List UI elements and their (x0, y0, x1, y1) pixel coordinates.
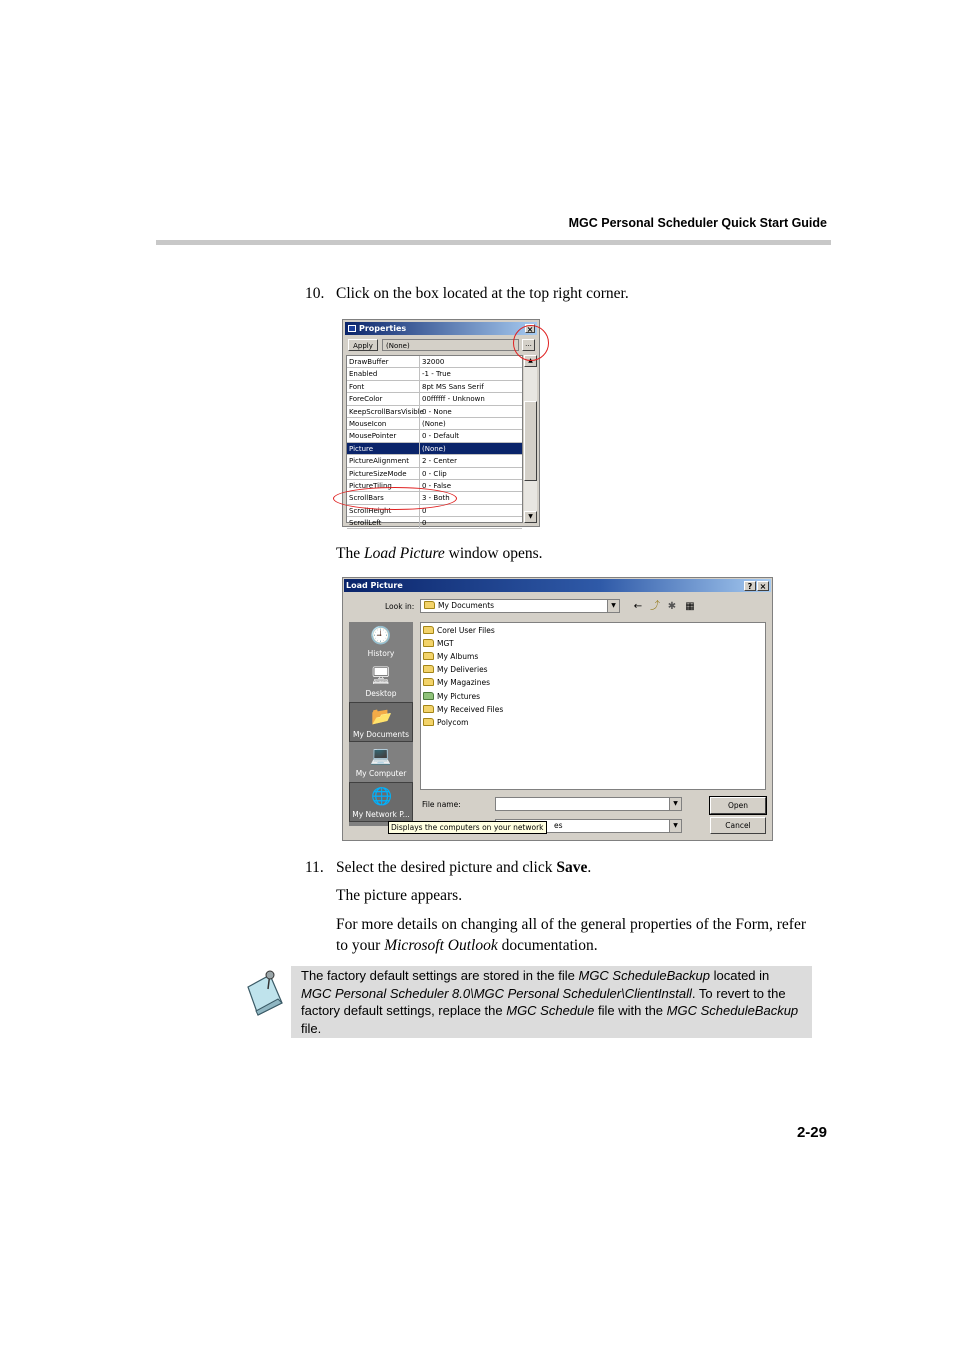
property-name: PictureAlignment (349, 457, 409, 466)
load-picture-titlebar (344, 579, 771, 592)
step-text (336, 859, 591, 877)
step-text-part: Select the desired picture and click (336, 859, 557, 876)
callout-circle (513, 325, 549, 361)
property-value: 0 (419, 505, 522, 517)
property-name: MouseIcon (349, 419, 387, 428)
properties-titlebar (345, 322, 537, 335)
details-text: For more details on changing all of the general properties of the Form, refer to your (336, 916, 807, 954)
file-name: My Pictures (437, 691, 480, 701)
property-name: ScrollBars (349, 494, 384, 503)
properties-title: Properties (359, 324, 407, 333)
property-value-box[interactable]: (None) (382, 339, 519, 351)
file-list-item[interactable] (423, 624, 495, 637)
caption-text: window opens. (444, 545, 543, 562)
file-list-item[interactable] (423, 637, 454, 650)
details-paragraph (336, 914, 816, 956)
up-folder-icon[interactable]: ⤴ (650, 601, 660, 612)
step-number: 11. (305, 859, 324, 876)
picture-appears-text: The picture appears. (336, 887, 463, 904)
property-row[interactable] (347, 418, 522, 430)
look-in-label: Look in: (385, 602, 415, 611)
property-name: PictureSizeMode (349, 469, 407, 478)
load-picture-caption (336, 545, 543, 563)
note-text: file with the (594, 1003, 667, 1019)
step-10 (0, 285, 954, 305)
place-my-documents[interactable] (349, 702, 413, 742)
folder-icon (424, 601, 435, 609)
property-value: 0 (419, 517, 522, 529)
close-icon[interactable]: × (526, 325, 534, 334)
pictures-folder-icon (423, 692, 434, 700)
property-value: 0 - False (419, 480, 522, 492)
property-value: 32000 (419, 356, 522, 368)
property-value: 0 - Default (419, 430, 522, 442)
note-italic: MGC ScheduleBackup (578, 968, 710, 983)
folder-icon (423, 705, 434, 713)
details-text: documentation. (497, 937, 598, 954)
load-picture-title: Load Picture (346, 581, 403, 590)
file-name: Polycom (437, 717, 469, 727)
property-name: DrawBuffer (349, 358, 389, 366)
property-row[interactable] (347, 393, 522, 405)
property-name: ScrollHeight (349, 506, 392, 515)
property-value: -1 - True (419, 368, 522, 380)
property-row[interactable] (347, 368, 522, 380)
caption-text: The (336, 545, 364, 562)
property-row[interactable] (347, 381, 522, 393)
file-list-item[interactable] (423, 650, 478, 663)
desktop-icon: 🖥 (370, 666, 392, 686)
property-value: 00ffffff - Unknown (419, 393, 522, 405)
property-value: (None) (419, 443, 522, 455)
folder-icon (423, 626, 434, 634)
file-list-item[interactable] (423, 716, 468, 729)
file-name: My Magazines (437, 678, 491, 688)
note-text: . To revert to the factory default settings, replace the (301, 985, 786, 1019)
property-value: 3 - Both (419, 492, 522, 504)
property-value: (None) (419, 418, 522, 430)
note-text: file. (301, 1021, 322, 1037)
look-in-value: My Documents (438, 601, 495, 610)
place-label: My Network P... (352, 810, 410, 819)
network-tooltip: Displays the computers on your network (388, 821, 547, 834)
history-icon: 🕘 (370, 626, 392, 646)
place-label: Desktop (365, 689, 397, 698)
file-name-input[interactable] (495, 797, 682, 811)
step-number: 10. (305, 285, 325, 302)
step-text: Click on the box located at the top right corner. (336, 285, 629, 302)
property-name: MousePointer (349, 432, 397, 441)
step-bold: Save (556, 859, 588, 876)
header-rule (156, 240, 831, 245)
property-row[interactable] (347, 430, 522, 442)
file-list-item[interactable] (423, 703, 503, 716)
file-list-item[interactable] (423, 663, 488, 676)
help-icon[interactable]: ? (744, 581, 756, 591)
property-name: PictureTiling (349, 481, 392, 490)
note-text: located in (710, 968, 770, 983)
folder-icon (423, 639, 434, 647)
place-my-network[interactable] (349, 782, 413, 822)
property-row[interactable] (347, 406, 522, 418)
chevron-down-icon[interactable]: ▼ (669, 820, 681, 832)
property-name: ForeColor (349, 395, 383, 404)
caption-italic: Load Picture (363, 545, 445, 562)
note-pin-icon (244, 969, 286, 1017)
step-11 (0, 859, 954, 879)
place-label: My Documents (352, 730, 410, 739)
folder-icon (423, 678, 434, 686)
places-bar (349, 622, 413, 826)
close-icon[interactable]: × (757, 581, 769, 591)
computer-icon: 💻 (370, 746, 392, 766)
property-row[interactable] (347, 455, 522, 467)
file-name: My Albums (437, 652, 479, 662)
place-label: My Computer (355, 769, 407, 778)
file-name: My Received Files (437, 704, 504, 714)
file-list-item[interactable] (423, 676, 490, 689)
page-number: 2-29 (796, 1124, 827, 1141)
property-name: KeepScrollBarsVisible (349, 407, 424, 416)
property-name: ScrollLeft (349, 519, 382, 528)
file-name: Corel User Files (437, 626, 495, 635)
network-icon: 🌐 (371, 787, 393, 807)
property-name: Picture (349, 444, 374, 453)
file-list[interactable] (420, 622, 766, 790)
place-desktop[interactable] (349, 662, 413, 702)
chevron-down-icon[interactable]: ▼ (607, 600, 619, 612)
note-italic: MGC Schedule (506, 1003, 595, 1019)
step-text-part: . (587, 859, 592, 876)
property-value: 0 - Clip (419, 468, 522, 480)
load-picture-window (342, 577, 773, 841)
ellipsis-button[interactable]: ... (522, 339, 535, 351)
place-history[interactable] (349, 622, 413, 662)
documents-folder-icon: 📂 (371, 707, 393, 727)
property-row[interactable] (347, 443, 522, 455)
note-italic: MGC ScheduleBackup (666, 1003, 799, 1019)
property-value: 2 - Center (419, 455, 522, 467)
folder-icon (423, 665, 434, 673)
cancel-button[interactable]: Cancel (710, 817, 766, 834)
place-my-computer[interactable] (349, 742, 413, 782)
file-name-label: File name: (422, 800, 461, 809)
view-menu-icon[interactable]: ▦ (685, 601, 695, 612)
property-name: Font (349, 382, 365, 391)
new-folder-icon[interactable]: ✱ (667, 601, 677, 612)
property-value: 0 - None (419, 406, 522, 418)
folder-icon (423, 718, 434, 726)
place-label: History (367, 649, 395, 658)
file-list-item[interactable] (423, 690, 480, 703)
property-row[interactable] (347, 517, 522, 529)
note-italic: MGC Personal Scheduler 8.0\MGC Personal Scheduler\ClientInstall (301, 985, 692, 1001)
property-value: 8pt MS Sans Serif (419, 381, 522, 393)
folder-icon (423, 652, 434, 660)
file-type-value: es (554, 821, 563, 830)
back-icon[interactable]: ← (633, 601, 643, 612)
note-box (291, 966, 812, 1038)
chevron-down-icon[interactable]: ▼ (669, 798, 681, 810)
open-button[interactable]: Open (710, 797, 766, 814)
scroll-down-icon[interactable]: ▼ (524, 511, 537, 523)
note-text: The factory default settings are stored in the file (301, 968, 579, 983)
callout-ellipse (333, 487, 457, 510)
scroll-thumb[interactable] (524, 401, 537, 481)
details-italic: Microsoft Outlook (384, 937, 498, 954)
scroll-up-icon[interactable]: ▲ (524, 355, 537, 367)
window-icon (348, 325, 356, 332)
look-in-select[interactable] (420, 599, 620, 613)
property-row[interactable] (347, 356, 522, 368)
file-name: MGT (437, 639, 454, 649)
property-name: Enabled (349, 370, 378, 379)
file-name: My Deliveries (437, 665, 488, 675)
property-row[interactable] (347, 468, 522, 480)
apply-button[interactable]: Apply (348, 339, 378, 351)
property-scrollbar[interactable] (524, 355, 537, 523)
running-header: MGC Personal Scheduler Quick Start Guide (568, 216, 827, 230)
